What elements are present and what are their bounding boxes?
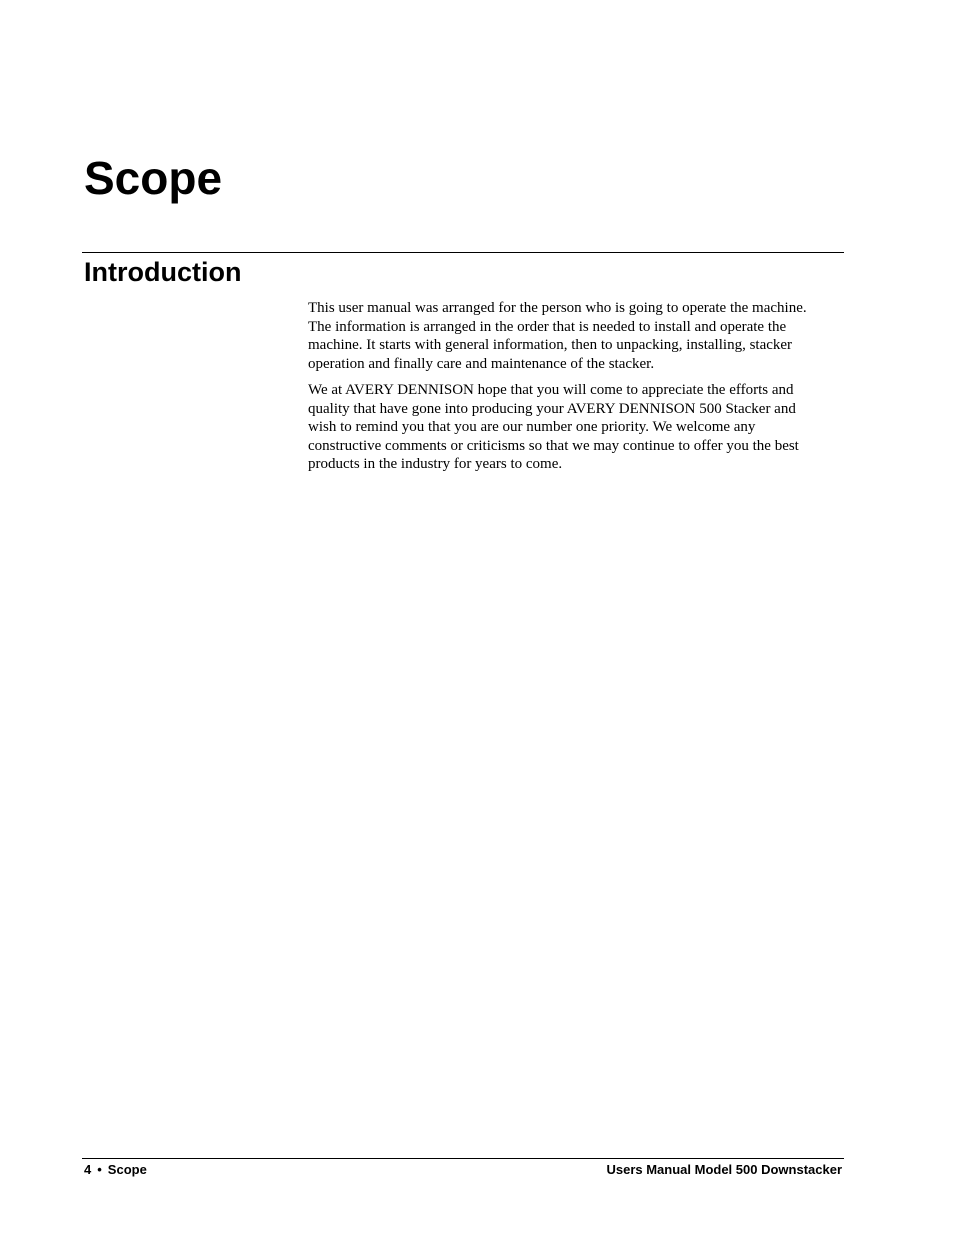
footer-manual-title: Users Manual Model 500 Downstacker [606, 1162, 842, 1177]
page-footer [84, 1161, 842, 1179]
chapter-title: Scope [84, 152, 223, 204]
section-heading: Introduction [84, 257, 242, 287]
footer-bullet-icon: • [97, 1162, 102, 1177]
body-paragraph: This user manual was arranged for the person who is going to operate the machine. The information is arranged in the order that is needed to install and operate the machine. It starts with general information, then to unpacking, installing, stacker operation and finally care and maintenance of the stacker. [308, 300, 807, 372]
footer-divider [82, 1158, 844, 1159]
section-divider [82, 252, 844, 253]
footer-left [84, 1161, 147, 1179]
body-paragraph: We at AVERY DENNISON hope that you will come to appreciate the efforts and quality that have gone into producing your AVERY DENNISON 500 Stacker and wish to remind you that you are our number one priority. We welcome any constructive comments or criticisms so that we may continue to offer you the best products in the industry for years to come. [308, 382, 799, 472]
footer-page-number: 4 [84, 1162, 92, 1177]
section-body [308, 299, 838, 482]
footer-chapter-name: Scope [107, 1162, 147, 1177]
